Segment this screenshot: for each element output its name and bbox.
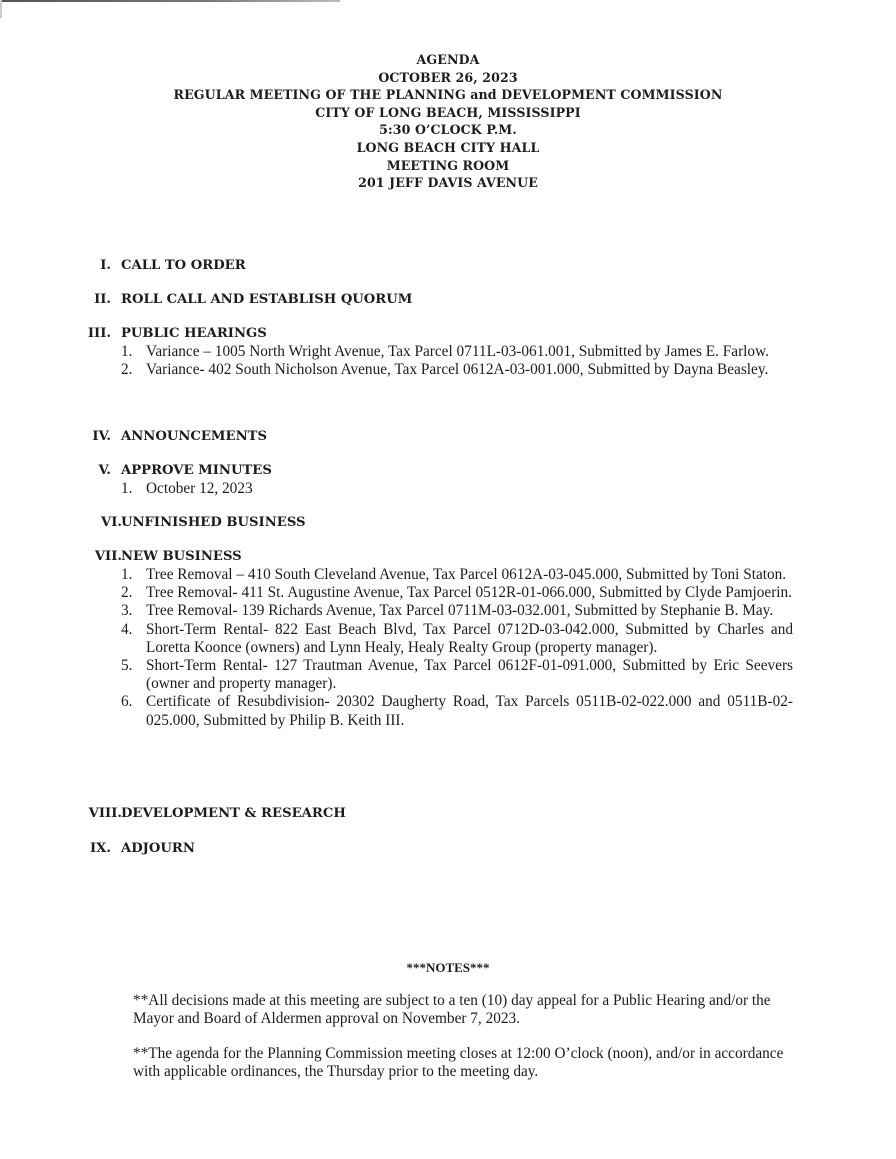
note-deadline: **The agenda for the Planning Commission meeting closes at 12:00 O’clock (noon), and/or in accordance with applicable ordinances, the Thursday prior to the meeting day. bbox=[133, 1045, 784, 1081]
item-text: Variance – 1005 North Wright Avenue, Tax Parcel 0711L-03-061.001, Submitted by James E. Farlow. bbox=[146, 343, 769, 360]
section-approve-minutes bbox=[0, 462, 896, 498]
section-adjourn bbox=[0, 840, 896, 858]
item-text: October 12, 2023 bbox=[146, 480, 253, 497]
section-roll-call bbox=[0, 291, 896, 309]
section-numeral: III. bbox=[87, 326, 111, 341]
section-title: PUBLIC HEARINGS bbox=[121, 326, 267, 341]
section-title: NEW BUSINESS bbox=[121, 549, 242, 564]
agenda-header bbox=[0, 51, 896, 192]
header-venue: LONG BEACH CITY HALL bbox=[356, 139, 540, 155]
item-text: Tree Removal- 139 Richards Avenue, Tax Parcel 0711M-03-032.001, Submitted by Stephanie B. May. bbox=[146, 602, 774, 620]
agenda-item bbox=[0, 602, 793, 620]
section-numeral: VIII. bbox=[88, 806, 122, 821]
section-call-to-order bbox=[0, 257, 896, 275]
item-text: Short-Term Rental- 822 East Beach Blvd, Tax Parcel 0712D-03-042.000, Submitted by Charles and Loretta Koonce (owners) and Lynn Healy, Healy Realty Group (property manager). bbox=[146, 620, 793, 656]
item-number: 2. bbox=[121, 584, 133, 602]
item-text: Short-Term Rental- 127 Trautman Avenue, Tax Parcel 0612F-01-091.000, Submitted by Eric Seevers (owner and property manager). bbox=[146, 657, 793, 693]
agenda-item bbox=[0, 584, 793, 602]
item-number: 1. bbox=[121, 343, 133, 360]
agenda-item bbox=[0, 657, 793, 693]
note-appeal: **All decisions made at this meeting are subject to a ten (10) day appeal for a Public Hearing and/or the Mayor and Board of Aldermen approval on November 7, 2023. bbox=[133, 992, 771, 1028]
section-public-hearings bbox=[0, 325, 896, 379]
section-title: APPROVE MINUTES bbox=[121, 463, 272, 478]
section-numeral: V. bbox=[98, 463, 111, 478]
item-text: Tree Removal- 411 St. Augustine Avenue, Tax Parcel 0512R-01-066.000, Submitted by Clyde Pamjoerin. bbox=[146, 584, 793, 602]
header-city: CITY OF LONG BEACH, MISSISSIPPI bbox=[315, 104, 581, 120]
item-number: 6. bbox=[121, 693, 133, 711]
section-new-business bbox=[0, 548, 896, 730]
item-number: 1. bbox=[121, 480, 133, 497]
section-unfinished-business bbox=[0, 514, 896, 532]
section-numeral: I. bbox=[100, 258, 111, 273]
section-title: ADJOURN bbox=[121, 841, 195, 856]
item-text: Tree Removal – 410 South Cleveland Avenue, Tax Parcel 0612A-03-045.000, Submitted by Toni Staton. bbox=[146, 566, 787, 583]
agenda-item bbox=[0, 343, 793, 361]
section-title: DEVELOPMENT & RESEARCH bbox=[121, 806, 346, 821]
header-address: 201 JEFF DAVIS AVENUE bbox=[358, 175, 538, 191]
header-room: MEETING ROOM bbox=[386, 157, 510, 173]
item-number: 5. bbox=[121, 657, 133, 675]
section-title: CALL TO ORDER bbox=[121, 258, 246, 273]
section-title: ANNOUNCEMENTS bbox=[121, 429, 267, 444]
agenda-item bbox=[0, 693, 793, 729]
agenda-item bbox=[0, 566, 793, 584]
section-numeral: VII. bbox=[94, 549, 122, 564]
scan-edge-left bbox=[0, 0, 2, 18]
section-announcements bbox=[0, 428, 896, 446]
item-text: Certificate of Resubdivision- 20302 Daugherty Road, Tax Parcels 0511B-02-022.000 and 0511B-02-025.000, Submitted by Philip B. Keith III. bbox=[146, 693, 793, 729]
section-numeral: II. bbox=[94, 292, 111, 307]
header-title: AGENDA bbox=[416, 52, 480, 67]
agenda-item bbox=[0, 361, 793, 379]
item-number: 3. bbox=[121, 602, 133, 620]
item-number: 1. bbox=[121, 566, 133, 583]
item-number: 2. bbox=[121, 361, 133, 379]
section-development-research bbox=[0, 805, 896, 823]
section-title: UNFINISHED BUSINESS bbox=[121, 515, 306, 530]
section-title: ROLL CALL AND ESTABLISH QUORUM bbox=[121, 292, 413, 307]
section-numeral: IV. bbox=[92, 429, 111, 444]
section-numeral: VI. bbox=[101, 515, 122, 530]
header-time: 5:30 O’CLOCK P.M. bbox=[379, 122, 517, 138]
agenda-item bbox=[0, 480, 793, 498]
header-date: OCTOBER 26, 2023 bbox=[378, 69, 518, 85]
agenda-item bbox=[0, 621, 793, 657]
header-meeting: REGULAR MEETING OF THE PLANNING and DEVELOPMENT COMMISSION bbox=[173, 87, 723, 103]
scan-edge-top bbox=[0, 0, 340, 2]
item-text: Variance- 402 South Nicholson Avenue, Tax Parcel 0612A-03-001.000, Submitted by Dayna Beasley. bbox=[146, 361, 769, 379]
section-numeral: IX. bbox=[90, 841, 111, 856]
notes-title: ***NOTES*** bbox=[406, 960, 490, 975]
item-number: 4. bbox=[121, 620, 133, 638]
